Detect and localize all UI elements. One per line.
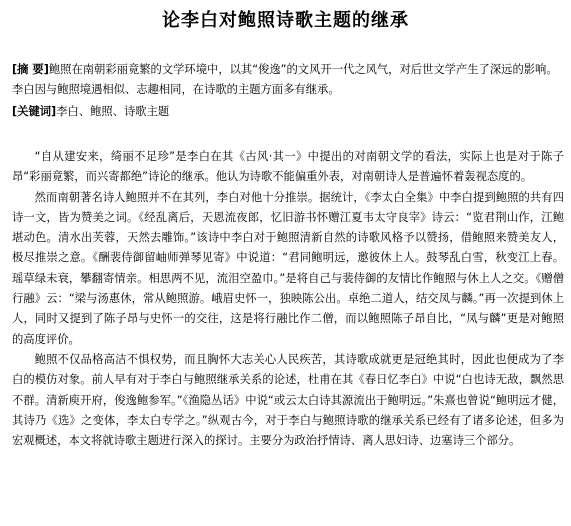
- abstract-label: [摘 要]: [12, 63, 49, 76]
- paragraph: 然而南朝著名诗人鲍照并不在其列，李白对他十分推崇。据统计，《李太白全集》中李白提到鲍照的共有四诗一文，皆为赞美之词。《经乱离后，天恩流夜郎，忆旧游书怀赠江夏韦太守良宰》诗云：“览君荆山作，江鲍堪动色。清水出芙蓉，天然去雕饰。”该诗中李白对于鲍照清新自然的诗歌风格予以赞扬，借鲍照来赞美友人，极尽推崇之意。《酬裴侍御留岫师弹琴见寄》中说道：“君同鲍明远，邀彼休上人。鼓琴乱白雪，秋变江上春。瑶草绿未衰，攀翻寄情亲。相思两不见，流泪空盈巾。”是将自己与裴侍御的友情比作鲍照与休上人之交。《赠僧行融》云：“梁与汤惠休，常从鲍照游。峨眉史怀一，独映陈公出。卓绝二道人，结交凤与麟。”再一次提到休上人，同时又提到了陈子昂与史怀一的交往，这是将行融比作二僧，而以鲍照陈子昂自比，“凤与麟”更是对鲍照的高度评价。: [12, 190, 564, 346]
- body-text: [12, 147, 564, 451]
- abstract-text: 鲍照在南朝彩丽竟繁的文学环境中，以其“俊逸”的文风开一代之风气，对后世文学产生了深远的影响。李白因与鲍照境遇相似、志趣相同，在诗歌的主题方面多有继承。: [12, 63, 558, 96]
- abstract: [12, 60, 562, 100]
- page-title: 论李白对鲍照诗歌主题的继承: [162, 10, 409, 31]
- keywords-label: [关键词]: [12, 105, 57, 118]
- paragraph: 鲍照不仅品格高洁不惧权势，而且胸怀大志关心人民疾苦，其诗歌成就更是冠绝其时，因此也便成为了李白的模仿对象。前人早有对于李白与鲍照继承关系的论述，杜甫在其《春日忆李白》中说“白也诗无敌，飘然思不群。清新庾开府，俊逸鲍参军。”《渔隐丛话》中说“或云太白诗其源流出于鲍明远。”朱熹也曾说“鲍明远才健，其诗乃《选》之变体，李太白专学之。”纵观古今，对于李白与鲍照诗歌的继承关系已经有了诸多论述，但多为宏观概述，本文将就诗歌主题进行深入的探讨。主要分为政治抒情诗、离人思妇诗、边塞诗三个部分。: [12, 352, 564, 448]
- keywords-text: 李白、鲍照、诗歌主题: [56, 105, 170, 118]
- paragraph: “自从建安来，绮丽不足珍”是李白在其《古风·其一》中提出的对南朝文学的看法，实际上也是对于陈子昂“彩丽竟繁，而兴寄都绝”诗论的继承。他认为诗歌不能偏重外表，对南朝诗人是普遍怀着轰视态度的。: [12, 150, 564, 184]
- keywords: [12, 102, 562, 122]
